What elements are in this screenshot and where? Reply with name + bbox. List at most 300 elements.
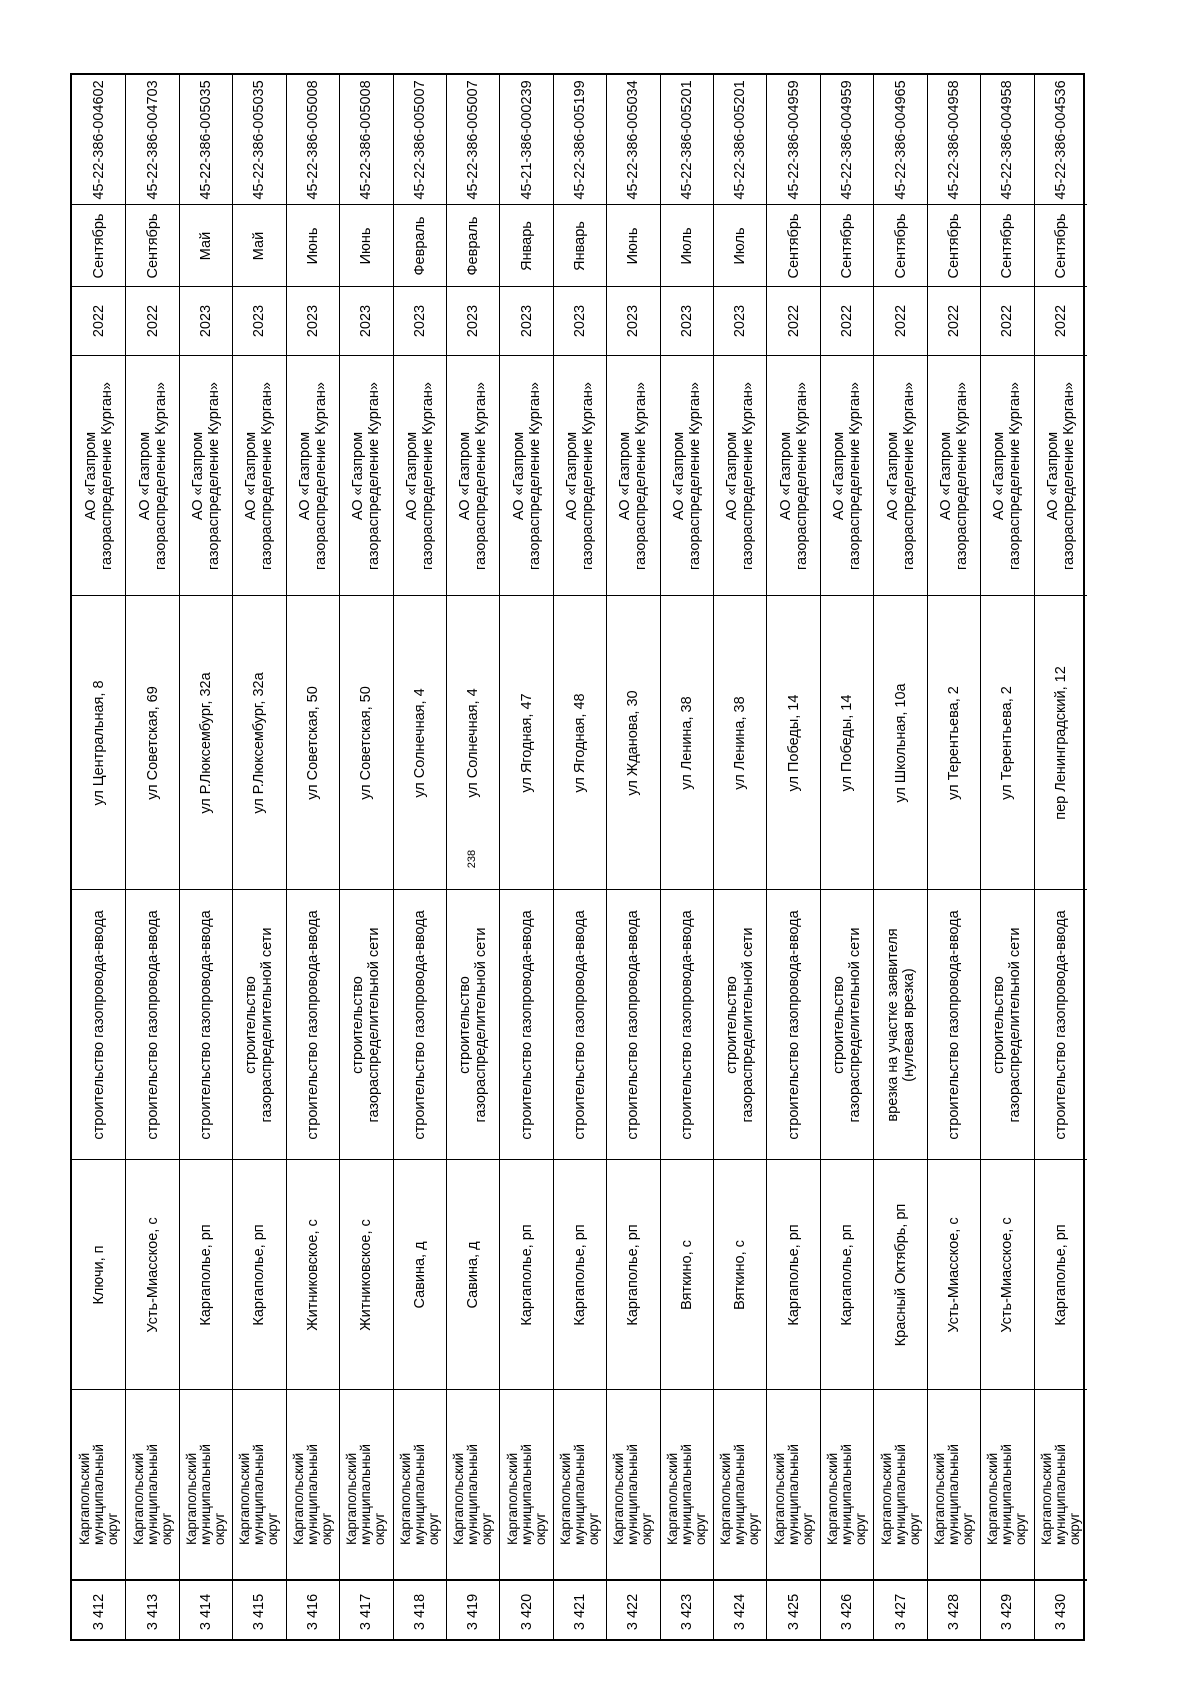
cell-month <box>233 204 285 286</box>
cell-org <box>340 355 392 595</box>
cell-district <box>126 1389 178 1579</box>
locality-text: Савина, д <box>465 1240 482 1309</box>
num-text: 3 427 <box>892 1593 909 1631</box>
code-text: 45-22-386-005201 <box>732 79 749 200</box>
locality-text: Ключи, п <box>90 1244 107 1305</box>
table-row <box>606 75 659 1639</box>
cell-code <box>661 75 713 204</box>
code-text: 45-22-386-005035 <box>198 79 215 200</box>
address-text: ул Р.Люксембург, 32а <box>198 671 215 814</box>
cell-locality <box>233 1159 285 1389</box>
month-text: Май <box>251 231 268 260</box>
locality-text: Усть-Миасское, с <box>999 1216 1016 1333</box>
year-text: 2022 <box>839 304 856 338</box>
cell-code <box>500 75 552 204</box>
cell-work <box>821 889 873 1159</box>
table-row <box>820 75 873 1639</box>
address-text: ул Школьная, 10а <box>892 682 909 803</box>
cell-code <box>981 75 1033 204</box>
cell-work <box>126 889 178 1159</box>
num-text: 3 415 <box>251 1593 268 1631</box>
cell-num <box>928 1579 980 1643</box>
cell-address <box>72 595 125 889</box>
district-text: Каргапольский муниципальный округ <box>1038 1443 1082 1545</box>
cell-year <box>340 286 392 355</box>
cell-year <box>287 286 339 355</box>
cell-year <box>233 286 285 355</box>
cell-work <box>72 889 125 1159</box>
cell-locality <box>767 1159 819 1389</box>
code-text: 45-22-386-005034 <box>625 79 642 200</box>
cell-address <box>340 595 392 889</box>
year-text: 2022 <box>999 304 1016 338</box>
table-row <box>393 75 446 1639</box>
cell-year <box>554 286 606 355</box>
cell-org <box>126 355 178 595</box>
table-row <box>660 75 713 1639</box>
cell-locality <box>1035 1159 1087 1389</box>
year-text: 2022 <box>1052 304 1069 338</box>
district-text: Каргапольский муниципальный округ <box>664 1443 708 1545</box>
district-text: Каргапольский муниципальный округ <box>771 1443 815 1545</box>
org-text: АО «Газпром газораспределение Курган» <box>831 381 864 570</box>
cell-work <box>180 889 232 1159</box>
org-text: АО «Газпром газораспределение Курган» <box>884 381 917 570</box>
year-text: 2023 <box>251 304 268 338</box>
cell-year <box>767 286 819 355</box>
district-text: Каргапольский муниципальный округ <box>985 1443 1029 1545</box>
table-row <box>286 75 339 1639</box>
cell-work <box>714 889 766 1159</box>
cell-code <box>394 75 446 204</box>
cell-num <box>233 1579 285 1643</box>
cell-address <box>447 595 499 889</box>
table-row <box>72 75 125 1639</box>
cell-month <box>607 204 659 286</box>
cell-district <box>767 1389 819 1579</box>
cell-code <box>767 75 819 204</box>
cell-code <box>180 75 232 204</box>
district-text: Каргапольский муниципальный округ <box>878 1443 922 1545</box>
org-text: АО «Газпром газораспределение Курган» <box>563 381 596 570</box>
cell-address <box>126 595 178 889</box>
cell-num <box>607 1579 659 1643</box>
address-text: ул Терентьева, 2 <box>945 685 962 800</box>
district-text: Каргапольский муниципальный округ <box>290 1443 334 1545</box>
cell-address <box>981 595 1033 889</box>
locality-text: Каргаполье, рп <box>785 1223 802 1326</box>
table-row <box>446 75 499 1639</box>
month-text: Сентябрь <box>1052 213 1069 278</box>
month-text: Июль <box>678 227 695 264</box>
address-text: ул Ягодная, 47 <box>518 692 535 793</box>
cell-month <box>821 204 873 286</box>
table-row <box>980 75 1033 1639</box>
org-text: АО «Газпром газораспределение Курган» <box>403 381 436 570</box>
work-text: строительство газораспределительной сети <box>350 927 383 1122</box>
org-text: АО «Газпром газораспределение Курган» <box>190 381 223 570</box>
cell-code <box>126 75 178 204</box>
cell-org <box>1035 355 1087 595</box>
cell-locality <box>180 1159 232 1389</box>
address-text: ул Победы, 14 <box>839 694 856 791</box>
address-text: ул Жданова, 30 <box>625 689 642 796</box>
month-text: Февраль <box>411 216 428 275</box>
work-text: строительство газораспределительной сети <box>724 927 757 1122</box>
cell-year <box>180 286 232 355</box>
cell-locality <box>447 1159 499 1389</box>
cell-address <box>607 595 659 889</box>
cell-district <box>554 1389 606 1579</box>
cell-district <box>714 1389 766 1579</box>
cell-address <box>233 595 285 889</box>
locality-text: Каргаполье, рп <box>571 1223 588 1326</box>
code-text: 45-22-386-004959 <box>839 79 856 200</box>
cell-address <box>287 595 339 889</box>
cell-locality <box>394 1159 446 1389</box>
table-row <box>927 75 980 1639</box>
work-text: строительство газопровода-ввода <box>304 909 321 1140</box>
cell-locality <box>287 1159 339 1389</box>
org-text: АО «Газпром газораспределение Курган» <box>457 381 490 570</box>
org-text: АО «Газпром газораспределение Курган» <box>777 381 810 570</box>
cell-month <box>447 204 499 286</box>
cell-address <box>661 595 713 889</box>
cell-num <box>714 1579 766 1643</box>
locality-text: Вяткино, с <box>678 1239 695 1310</box>
cell-district <box>928 1389 980 1579</box>
cell-locality <box>607 1159 659 1389</box>
work-text: строительство газораспределительной сети <box>243 927 276 1122</box>
cell-work <box>767 889 819 1159</box>
address-text: ул Р.Люксембург, 32а <box>251 671 268 814</box>
code-text: 45-22-386-005008 <box>304 79 321 200</box>
work-text: строительство газораспределительной сети <box>457 927 490 1122</box>
locality-text: Усть-Миасское, с <box>144 1216 161 1333</box>
cell-address <box>928 595 980 889</box>
month-text: Январь <box>518 220 535 271</box>
cell-num <box>287 1579 339 1643</box>
year-text: 2022 <box>892 304 909 338</box>
cell-year <box>607 286 659 355</box>
cell-num <box>180 1579 232 1643</box>
month-text: Июль <box>732 227 749 264</box>
year-text: 2023 <box>518 304 535 338</box>
work-text: строительство газопровода-ввода <box>198 909 215 1140</box>
year-text: 2023 <box>678 304 695 338</box>
cell-year <box>981 286 1033 355</box>
cell-district <box>874 1389 926 1579</box>
cell-district <box>287 1389 339 1579</box>
year-text: 2023 <box>198 304 215 338</box>
cell-org <box>821 355 873 595</box>
page-number: 238 <box>466 849 478 869</box>
cell-year <box>500 286 552 355</box>
month-text: Июнь <box>358 227 375 264</box>
cell-district <box>394 1389 446 1579</box>
table-row <box>179 75 232 1639</box>
cell-year <box>874 286 926 355</box>
cell-locality <box>981 1159 1033 1389</box>
locality-text: Каргаполье, рп <box>518 1223 535 1326</box>
table-row <box>713 75 766 1639</box>
month-text: Январь <box>571 220 588 271</box>
year-text: 2023 <box>571 304 588 338</box>
work-text: строительство газораспределительной сети <box>831 927 864 1122</box>
district-text: Каргапольский муниципальный округ <box>237 1443 281 1545</box>
cell-district <box>661 1389 713 1579</box>
cell-org <box>661 355 713 595</box>
address-text: ул Победы, 14 <box>785 694 802 791</box>
cell-district <box>72 1389 125 1579</box>
cell-year <box>1035 286 1087 355</box>
district-text: Каргапольский муниципальный округ <box>397 1443 441 1545</box>
cell-locality <box>661 1159 713 1389</box>
cell-code <box>874 75 926 204</box>
cell-work <box>928 889 980 1159</box>
table-row <box>766 75 819 1639</box>
locality-text: Каргаполье, рп <box>198 1223 215 1326</box>
locality-text: Савина, д <box>411 1240 428 1309</box>
table-row <box>232 75 285 1639</box>
num-text: 3 416 <box>304 1593 321 1631</box>
cell-num <box>554 1579 606 1643</box>
cell-month <box>500 204 552 286</box>
cell-locality <box>554 1159 606 1389</box>
district-text: Каргапольский муниципальный округ <box>344 1443 388 1545</box>
cell-org <box>180 355 232 595</box>
num-text: 3 430 <box>1052 1593 1069 1631</box>
locality-text: Каргаполье, рп <box>251 1223 268 1326</box>
cell-work <box>874 889 926 1159</box>
org-text: АО «Газпром газораспределение Курган» <box>1044 381 1077 570</box>
code-text: 45-22-386-005201 <box>678 79 695 200</box>
cell-code <box>928 75 980 204</box>
locality-text: Красный Октябрь, рп <box>892 1203 909 1346</box>
cell-num <box>126 1579 178 1643</box>
year-text: 2023 <box>304 304 321 338</box>
year-text: 2023 <box>732 304 749 338</box>
district-text: Каргапольский муниципальный округ <box>931 1443 975 1545</box>
cell-code <box>821 75 873 204</box>
district-text: Каргапольский муниципальный округ <box>451 1443 495 1545</box>
cell-district <box>233 1389 285 1579</box>
org-text: АО «Газпром газораспределение Курган» <box>510 381 543 570</box>
district-text: Каргапольский муниципальный округ <box>184 1443 228 1545</box>
month-text: Сентябрь <box>999 213 1016 278</box>
address-text: ул Центральная, 8 <box>90 679 107 806</box>
num-text: 3 424 <box>732 1593 749 1631</box>
org-text: АО «Газпром газораспределение Курган» <box>937 381 970 570</box>
address-text: ул Солнечная, 4 <box>465 687 482 798</box>
cell-num <box>447 1579 499 1643</box>
num-text: 3 418 <box>411 1593 428 1631</box>
cell-code <box>233 75 285 204</box>
work-text: строительство газопровода-ввода <box>785 909 802 1140</box>
cell-district <box>340 1389 392 1579</box>
org-text: АО «Газпром газораспределение Курган» <box>617 381 650 570</box>
cell-month <box>340 204 392 286</box>
table-row <box>125 75 178 1639</box>
cell-num <box>340 1579 392 1643</box>
cell-code <box>72 75 125 204</box>
num-text: 3 429 <box>999 1593 1016 1631</box>
cell-district <box>447 1389 499 1579</box>
address-text: ул Советская, 50 <box>304 685 321 800</box>
month-text: Июнь <box>625 227 642 264</box>
num-text: 3 417 <box>358 1593 375 1631</box>
cell-num <box>767 1579 819 1643</box>
code-text: 45-22-386-004965 <box>892 79 909 200</box>
cell-num <box>394 1579 446 1643</box>
address-text: ул Ленина, 38 <box>732 695 749 790</box>
num-text: 3 412 <box>90 1593 107 1631</box>
month-text: Сентябрь <box>945 213 962 278</box>
cell-num <box>72 1579 125 1643</box>
work-text: врезка на участке заявителя (нулевая врезка) <box>884 927 917 1122</box>
cell-year <box>928 286 980 355</box>
address-text: ул Советская, 50 <box>358 685 375 800</box>
year-text: 2023 <box>358 304 375 338</box>
cell-num <box>500 1579 552 1643</box>
num-text: 3 420 <box>518 1593 535 1631</box>
month-text: Сентябрь <box>90 213 107 278</box>
work-text: строительство газопровода-ввода <box>411 909 428 1140</box>
cell-org <box>447 355 499 595</box>
cell-org <box>233 355 285 595</box>
code-text: 45-22-386-005199 <box>571 79 588 200</box>
work-text: строительство газопровода-ввода <box>144 909 161 1140</box>
code-text: 45-22-386-005007 <box>411 79 428 200</box>
cell-month <box>981 204 1033 286</box>
cell-org <box>500 355 552 595</box>
month-text: Февраль <box>465 216 482 275</box>
cell-month <box>394 204 446 286</box>
cell-org <box>714 355 766 595</box>
address-text: пер Ленинградский, 12 <box>1052 665 1069 820</box>
cell-month <box>554 204 606 286</box>
cell-address <box>1035 595 1087 889</box>
cell-work <box>1035 889 1087 1159</box>
year-text: 2023 <box>465 304 482 338</box>
cell-address <box>180 595 232 889</box>
cell-district <box>1035 1389 1087 1579</box>
cell-org <box>287 355 339 595</box>
cell-year <box>72 286 125 355</box>
cell-code <box>340 75 392 204</box>
cell-work <box>981 889 1033 1159</box>
num-text: 3 422 <box>625 1593 642 1631</box>
cell-locality <box>72 1159 125 1389</box>
year-text: 2022 <box>144 304 161 338</box>
cell-address <box>394 595 446 889</box>
num-text: 3 421 <box>571 1593 588 1631</box>
cell-org <box>767 355 819 595</box>
month-text: Май <box>198 231 215 260</box>
code-text: 45-22-386-004959 <box>785 79 802 200</box>
org-text: АО «Газпром газораспределение Курган» <box>724 381 757 570</box>
cell-num <box>1035 1579 1087 1643</box>
cell-district <box>607 1389 659 1579</box>
num-text: 3 428 <box>945 1593 962 1631</box>
month-text: Сентябрь <box>785 213 802 278</box>
year-text: 2022 <box>90 304 107 338</box>
cell-org <box>874 355 926 595</box>
cell-month <box>287 204 339 286</box>
cell-num <box>821 1579 873 1643</box>
cell-month <box>767 204 819 286</box>
num-text: 3 425 <box>785 1593 802 1631</box>
cell-address <box>767 595 819 889</box>
cell-district <box>821 1389 873 1579</box>
cell-month <box>661 204 713 286</box>
locality-text: Вяткино, с <box>732 1239 749 1310</box>
cell-code <box>607 75 659 204</box>
org-text: АО «Газпром газораспределение Курган» <box>991 381 1024 570</box>
address-text: ул Советская, 69 <box>144 685 161 800</box>
address-text: ул Ягодная, 48 <box>571 692 588 793</box>
cell-locality <box>340 1159 392 1389</box>
cell-code <box>714 75 766 204</box>
district-text: Каргапольский муниципальный округ <box>76 1443 120 1545</box>
cell-district <box>180 1389 232 1579</box>
cell-month <box>126 204 178 286</box>
work-text: строительство газопровода-ввода <box>571 909 588 1140</box>
month-text: Июнь <box>304 227 321 264</box>
cell-year <box>714 286 766 355</box>
code-text: 45-22-386-004703 <box>144 79 161 200</box>
org-text: АО «Газпром газораспределение Курган» <box>82 381 115 570</box>
code-text: 45-22-386-005035 <box>251 79 268 200</box>
locality-text: Каргаполье, рп <box>839 1223 856 1326</box>
locality-text: Каргаполье, рп <box>1052 1223 1069 1326</box>
locality-text: Житниковское, с <box>358 1218 375 1331</box>
district-text: Каргапольский муниципальный округ <box>825 1443 869 1545</box>
cell-year <box>447 286 499 355</box>
work-text: строительство газораспределительной сети <box>991 927 1024 1122</box>
cell-month <box>874 204 926 286</box>
cell-code <box>447 75 499 204</box>
cell-month <box>714 204 766 286</box>
cell-org <box>981 355 1033 595</box>
register-table <box>70 73 1085 1641</box>
cell-locality <box>874 1159 926 1389</box>
month-text: Сентябрь <box>839 213 856 278</box>
table-row <box>553 75 606 1639</box>
cell-org <box>394 355 446 595</box>
cell-code <box>1035 75 1087 204</box>
cell-code <box>287 75 339 204</box>
cell-month <box>180 204 232 286</box>
address-text: ул Ленина, 38 <box>678 695 695 790</box>
work-text: строительство газопровода-ввода <box>945 909 962 1140</box>
district-text: Каргапольский муниципальный округ <box>130 1443 174 1545</box>
cell-address <box>500 595 552 889</box>
month-text: Сентябрь <box>892 213 909 278</box>
cell-month <box>1035 204 1087 286</box>
num-text: 3 413 <box>144 1593 161 1631</box>
cell-work <box>500 889 552 1159</box>
cell-locality <box>821 1159 873 1389</box>
org-text: АО «Газпром газораспределение Курган» <box>350 381 383 570</box>
cell-month <box>928 204 980 286</box>
cell-locality <box>126 1159 178 1389</box>
work-text: строительство газопровода-ввода <box>518 909 535 1140</box>
district-text: Каргапольский муниципальный округ <box>611 1443 655 1545</box>
district-text: Каргапольский муниципальный округ <box>718 1443 762 1545</box>
cell-work <box>287 889 339 1159</box>
address-text: ул Солнечная, 4 <box>411 687 428 798</box>
